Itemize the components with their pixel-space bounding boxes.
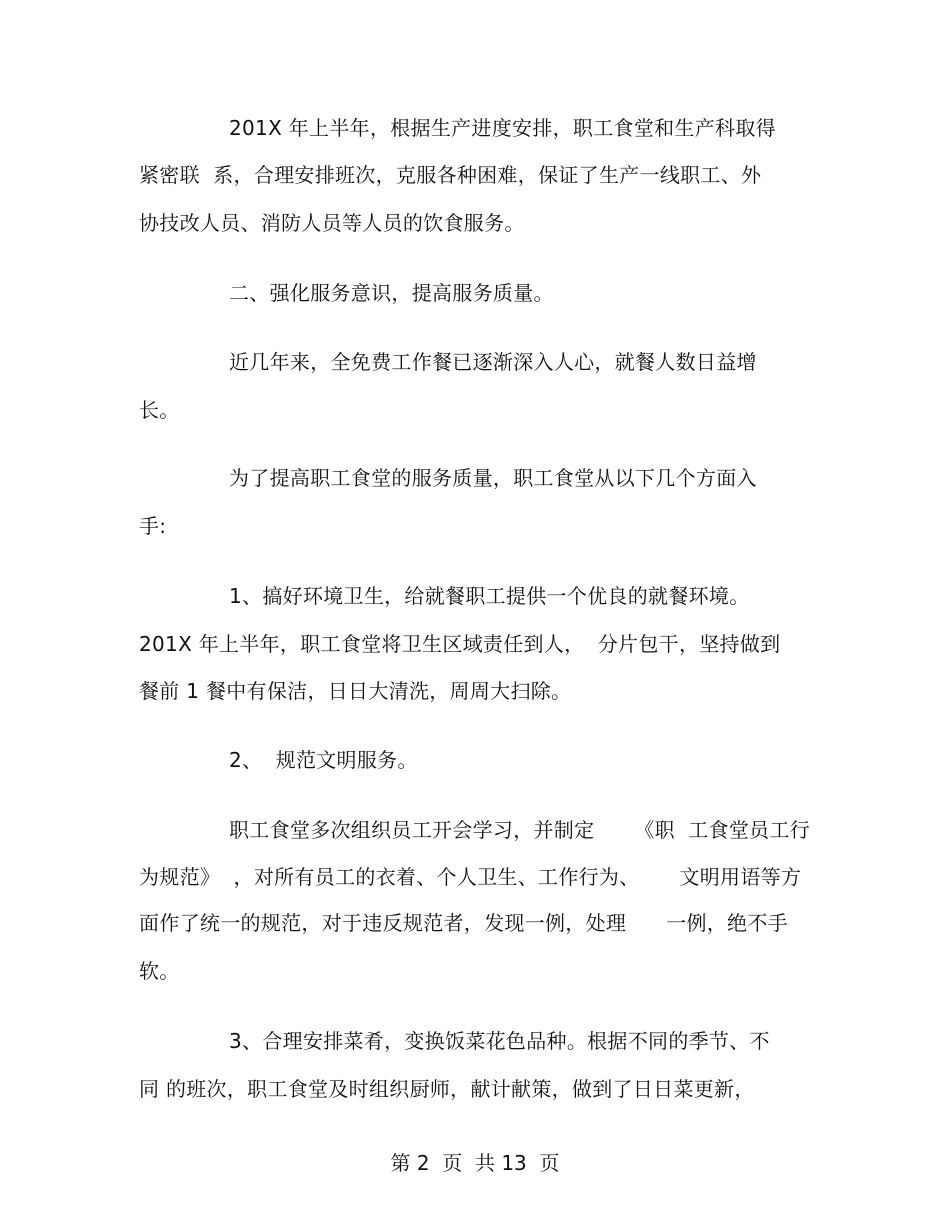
text-line: 201X 年上半年，根据生产进度安排，职工食堂和生产科取得: [229, 116, 776, 140]
text-line: 面作了统一的规范，对于违反规范者，发现一例，处理 一例，绝不手: [139, 911, 788, 935]
text-line: 软。: [139, 959, 180, 983]
text-line: 为规范》 ，对所有员工的衣着、个人卫生、工作行为、 文明用语等方: [139, 865, 802, 889]
text-line: 1、搞好环境卫生，给就餐职工提供一个优良的就餐环境。: [229, 584, 750, 608]
page-number-footer: 第 2 页 共 13 页: [390, 1151, 560, 1175]
text-line: 餐前 1 餐中有保洁，日日大清洗，周周大扫除。: [139, 679, 572, 703]
text-line: 3、合理安排菜肴，变换饭菜花色品种。根据不同的季节、不: [229, 1029, 770, 1053]
text-line: 职工食堂多次组织员工开会学习，并制定 《职 工食堂员工行: [229, 818, 811, 842]
section-heading: 二、强化服务意识，提高服务质量。: [229, 281, 554, 305]
text-line: 2、 规范文明服务。: [229, 748, 418, 772]
text-line: 协技改人员、消防人员等人员的饮食服务。: [139, 211, 525, 235]
text-line: 紧密联 系，合理安排班次，克服各种困难，保证了生产一线职工、外: [139, 163, 762, 187]
text-line: 为了提高职工食堂的服务质量，职工食堂从以下几个方面入: [229, 466, 757, 490]
text-line: 长。: [139, 398, 180, 422]
text-line: 同 的班次，职工食堂及时组织厨师，献计献策，做到了日日菜更新，: [139, 1077, 755, 1101]
text-line: 手:: [139, 514, 167, 538]
text-line: 201X 年上半年，职工食堂将卫生区域责任到人， 分片包干，坚持做到: [139, 632, 781, 656]
text-line: 近几年来，全免费工作餐已逐渐深入人心，就餐人数日益增: [229, 350, 757, 374]
